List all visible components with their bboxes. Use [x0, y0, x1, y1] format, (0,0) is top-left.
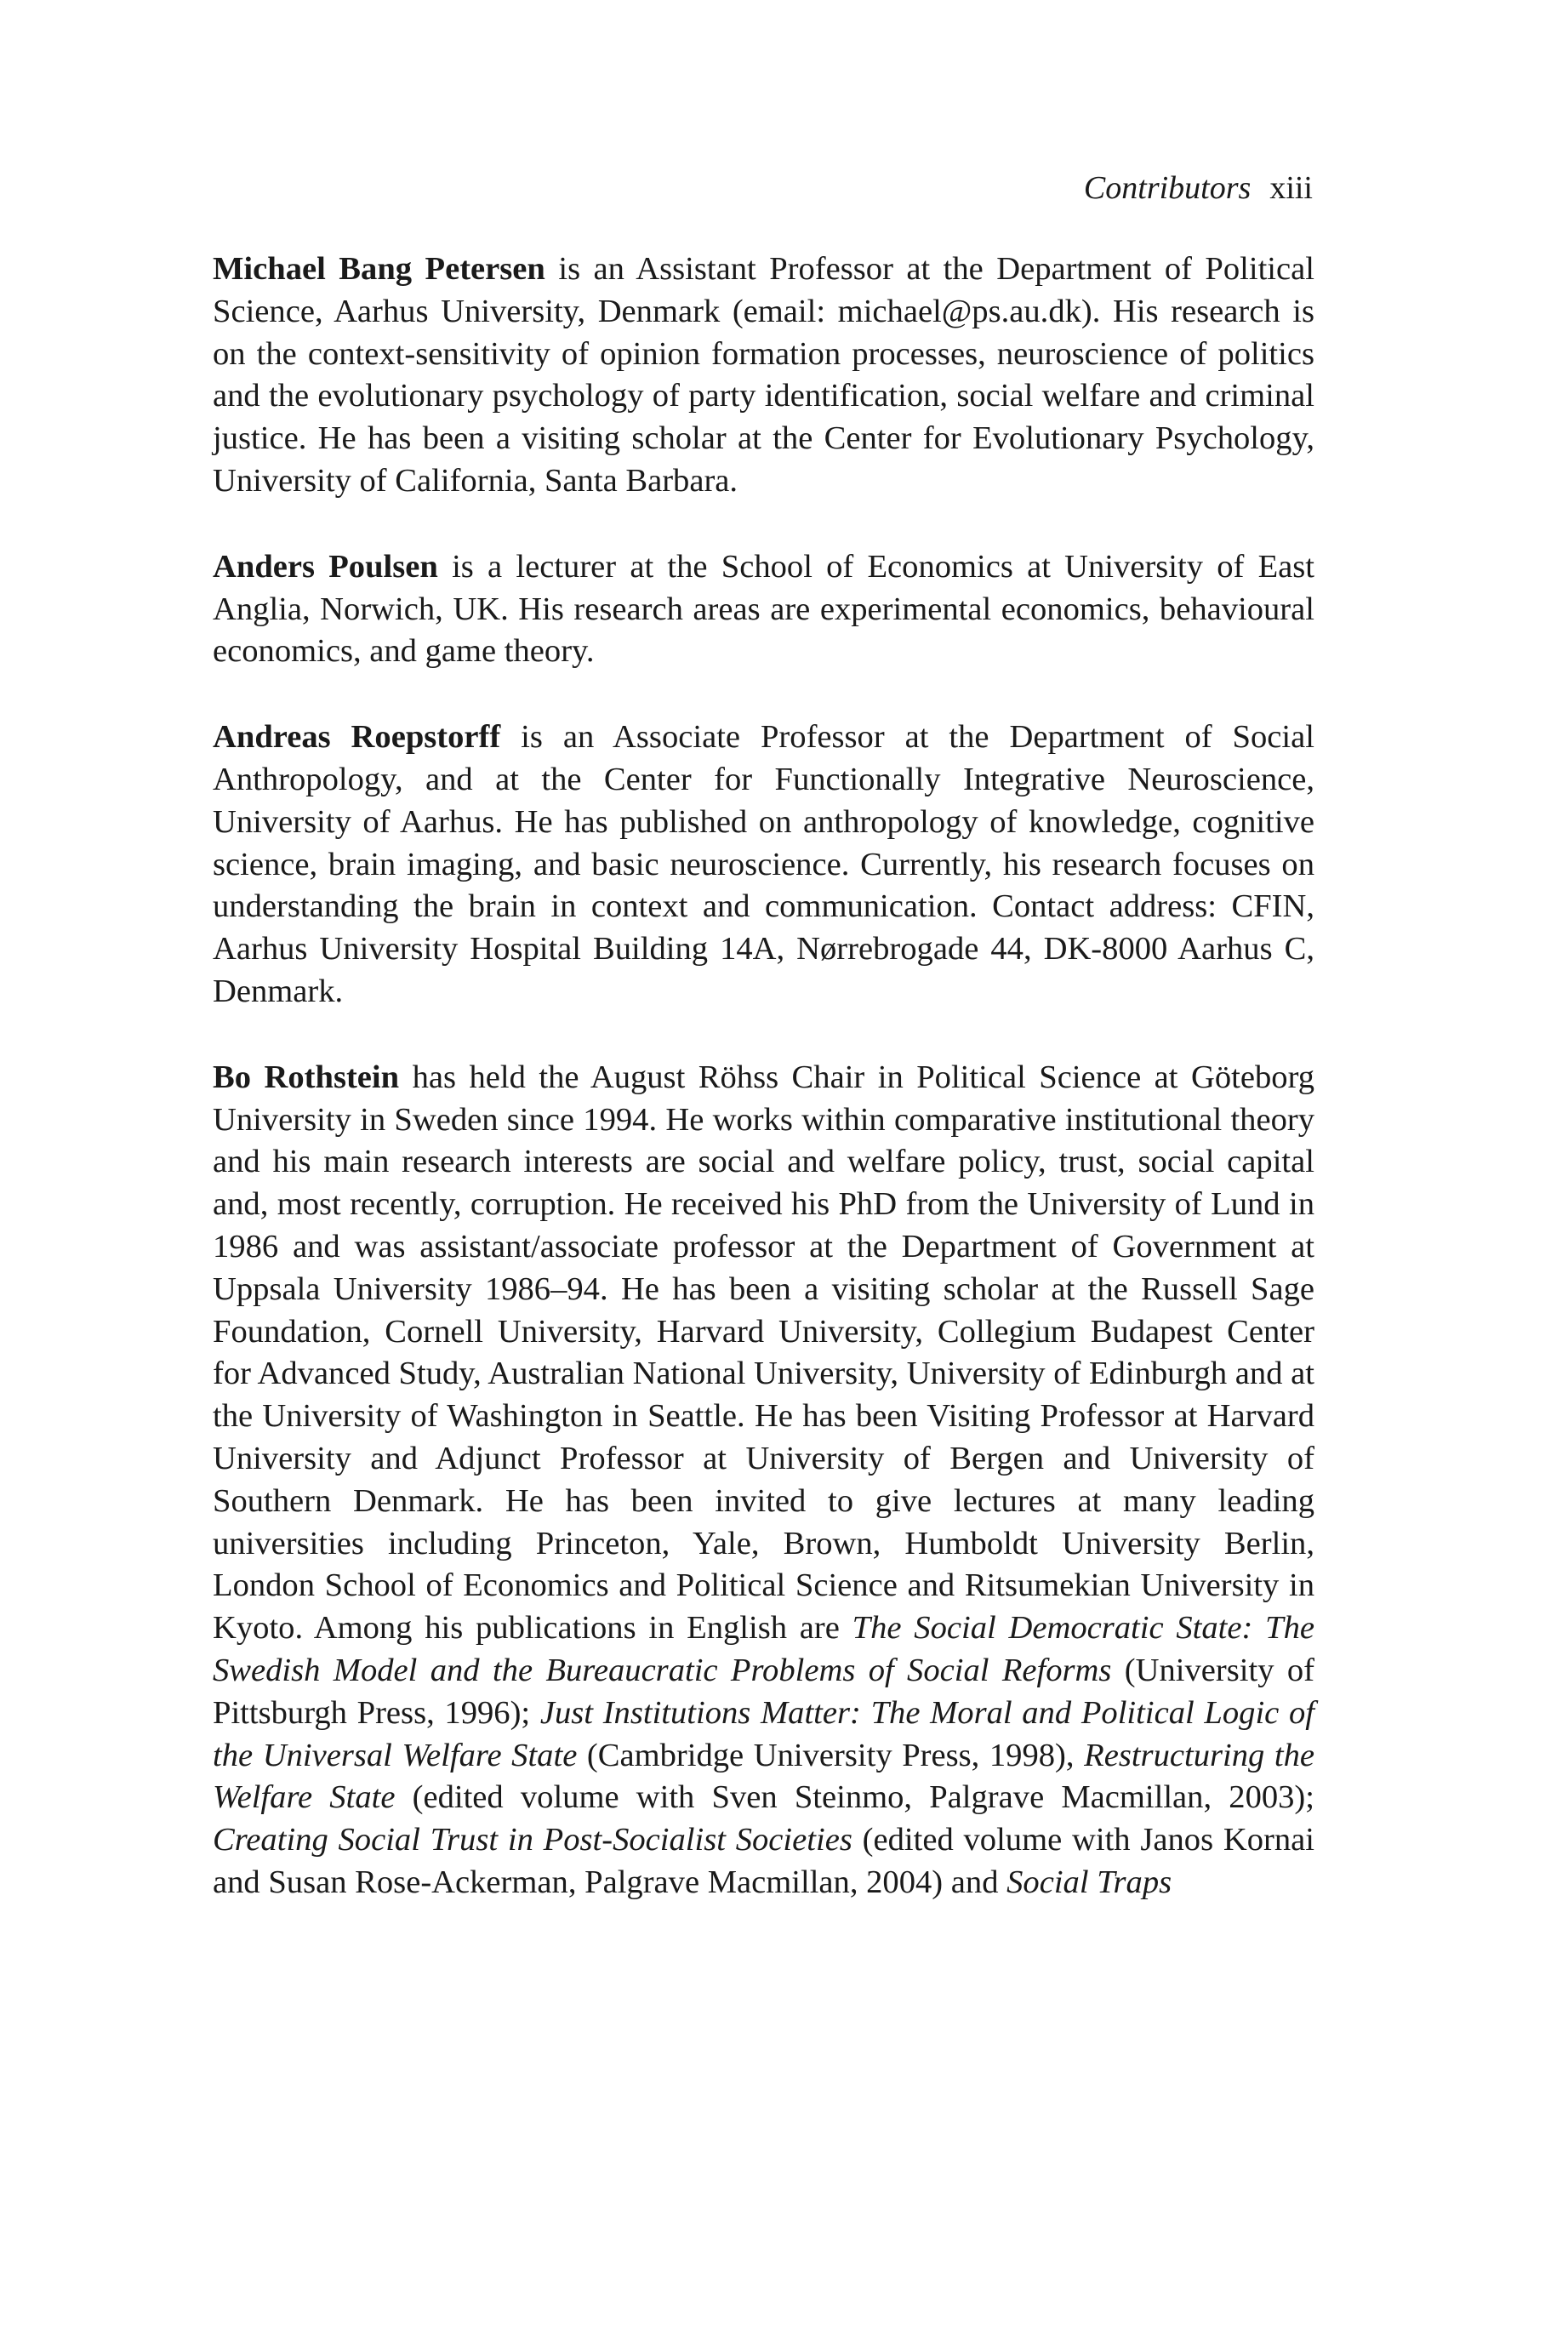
contributor-entry: [213, 716, 1314, 1013]
contributor-name: Bo Rothstein: [213, 1059, 400, 1095]
contributor-bio: is an Associate Professor at the Department of Social Anthropology, and at the Center for Functionally Integrative Neuroscience, University of Aarhus. He has published on anthropology of knowledge, cognitive science, brain imaging, and basic neuroscience. Currently, his research focuses on understanding the brain in context and communication. Contact address: CFIN, Aarhus University Hospital Building 14A, Nørrebrogade 44, DK-8000 Aarhus C, Denmark.: [213, 719, 1314, 1009]
book-title: Just Institutions Matter: The Moral and Political Logic of the Universal Welfare State: [213, 1694, 1314, 1773]
contributor-name: Michael Bang Petersen: [213, 251, 545, 287]
publication-info: (edited volume with Janos Kornai and Susan Rose-Ackerman, Palgrave Macmillan, 2004) and: [213, 1822, 1314, 1900]
book-title: The Social Democratic State: The Swedish Model and the Bureaucratic Problems of Social Reforms: [213, 1610, 1314, 1688]
contributor-name: Anders Poulsen: [213, 548, 438, 585]
contributor-entry: [213, 546, 1314, 673]
contributor-entry: [213, 1057, 1314, 1904]
book-title: Restructuring the Welfare State: [213, 1737, 1315, 1816]
contributors-list: [213, 248, 1314, 1948]
contributor-entry: [213, 248, 1314, 503]
contributor-bio: is an Assistant Professor at the Department of Political Science, Aarhus University, Denmark (email: michael@ps.au.dk). His research is on the context-sensitivity of opinion formation processes, neuroscience of politics and the evolutionary psychology of party identification, social welfare and criminal justice. He has been a visiting scholar at the Center for Evolutionary Psychology, University of California, Santa Barbara.: [213, 251, 1314, 499]
book-title: Social Traps: [1006, 1864, 1172, 1900]
contributor-name: Andreas Roepstorff: [213, 719, 501, 756]
section-title: Contributors: [1083, 170, 1252, 206]
publication-info: (edited volume with Sven Steinmo, Palgrave Macmillan, 2003);: [395, 1779, 1314, 1816]
running-head: [1084, 168, 1313, 208]
publication-info: (University of Pittsburgh Press, 1996);: [213, 1652, 1314, 1731]
contributor-bio: has held the August Röhss Chair in Political Science at Göteborg University in Sweden since 1994. He works within comparative institutional theory and his main research interests are social and welfare policy, trust, social capital and, most recently, corruption. He received his PhD from the University of Lund in 1986 and was assistant/associate professor at the Department of Government at Uppsala University 1986–94. He has been a visiting scholar at the Russell Sage Foundation, Cornell University, Harvard University, Collegium Budapest Center for Advanced Study, Australian National University, University of Edinburgh and at the University of Washington in Seattle. He has been Visiting Professor at Harvard University and Adjunct Professor at University of Bergen and University of Southern Denmark. He has been invited to give lectures at many leading universities including Princeton, Yale, Brown, Humboldt University Berlin, London School of Economics and Political Science and Ritsumekian University in Kyoto. Among his publications in English are: [213, 1059, 1315, 1647]
page-number: xiii: [1269, 170, 1313, 206]
contributor-bio: is a lecturer at the School of Economics at University of East Anglia, Norwich, UK. His research areas are experimental economics, behavioural economics, and game theory.: [213, 548, 1315, 670]
publication-info: (Cambridge University Press, 1998),: [577, 1737, 1085, 1773]
book-title: Creating Social Trust in Post-Socialist Societies: [213, 1822, 852, 1858]
